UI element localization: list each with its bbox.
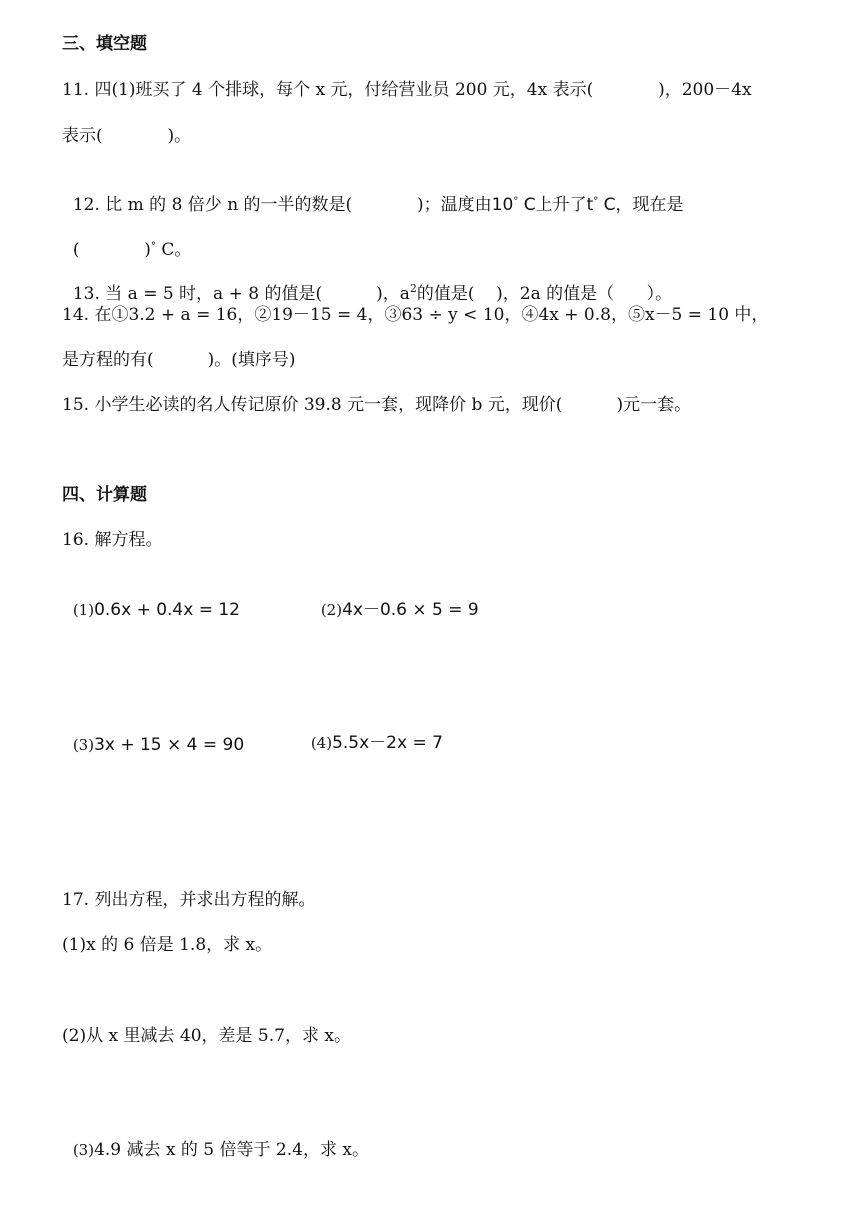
equation-3-text: 3x + 15 × 4 = 90 bbox=[94, 735, 245, 755]
question-13 bbox=[62, 258, 672, 308]
question-12-degree-3: ° bbox=[150, 241, 156, 252]
question-12-text-c: ，现在是 bbox=[615, 195, 684, 215]
question-17-item-3-label: (3) bbox=[72, 1141, 95, 1159]
question-12-temp-rise: t bbox=[586, 195, 594, 215]
question-12-text-b: 上升了 bbox=[535, 195, 587, 215]
equation-2 bbox=[310, 574, 479, 622]
question-17-prompt: 17. 列出方程，并求出方程的解。 bbox=[62, 890, 316, 910]
equation-2-text: 4x－0.6 × 5 = 9 bbox=[342, 600, 479, 620]
question-16-prompt: 16. 解方程。 bbox=[62, 530, 163, 550]
equation-4-text: 5.5x－2x = 7 bbox=[332, 733, 443, 753]
question-12-temp-initial: 10 bbox=[491, 195, 514, 215]
question-12-line-1 bbox=[62, 169, 684, 220]
equation-4-label: (4) bbox=[310, 734, 333, 752]
question-13-text-b: 的值是( )，2a 的值是（ ）。 bbox=[416, 284, 673, 304]
question-17-item-3-text: 4.9 减去 x 的 5 倍等于 2.4，求 x。 bbox=[94, 1140, 369, 1160]
question-12-celsius-1: C bbox=[518, 195, 536, 215]
question-12-degree-1: ° bbox=[513, 196, 519, 207]
equation-3 bbox=[62, 709, 244, 757]
question-14-line-1: 14. 在①3.2 + a = 16，②19－15 = 4，③63 ÷ y < 10，④4x + 0.8，⑤x－5 = 10 中， bbox=[62, 305, 769, 325]
question-12-blank: ( ) bbox=[72, 240, 151, 260]
equation-3-label: (3) bbox=[72, 736, 95, 754]
question-17-item-1: (1)x 的 6 倍是 1.8，求 x。 bbox=[62, 935, 273, 955]
question-15: 15. 小学生必读的名人传记原价 39.8 元一套，现降价 b 元，现价( )元一套。 bbox=[62, 395, 692, 415]
equation-1-label: (1) bbox=[72, 601, 95, 619]
question-14-line-2: 是方程的有( )。(填序号) bbox=[62, 350, 296, 370]
question-13-text-a: 13. 当 a = 5 时，a + 8 的值是( )，a bbox=[72, 284, 410, 304]
equation-1-text: 0.6x + 0.4x = 12 bbox=[94, 600, 240, 620]
question-12-celsius-2: C bbox=[598, 195, 616, 215]
equation-2-label: (2) bbox=[320, 601, 343, 619]
question-12-text-a: 12. 比 m 的 8 倍少 n 的一半的数是( )；温度由 bbox=[72, 195, 492, 215]
question-13-exponent: 2 bbox=[409, 282, 417, 295]
section-4-title: 四、计算题 bbox=[62, 485, 147, 505]
question-17-item-3 bbox=[62, 1114, 369, 1162]
question-12-degree-2: ° bbox=[593, 196, 599, 207]
section-3-title: 三、填空题 bbox=[62, 34, 147, 54]
question-11-line-1: 11. 四(1)班买了 4 个排球，每个 x 元，付给营业员 200 元，4x 表示( )，200－4x bbox=[62, 80, 752, 100]
question-12-celsius-3: C。 bbox=[155, 240, 192, 260]
question-17-item-2: (2)从 x 里减去 40，差是 5.7，求 x。 bbox=[62, 1026, 351, 1046]
equation-1 bbox=[62, 574, 240, 622]
equation-4 bbox=[300, 707, 443, 755]
question-11-line-2: 表示( )。 bbox=[62, 126, 192, 146]
